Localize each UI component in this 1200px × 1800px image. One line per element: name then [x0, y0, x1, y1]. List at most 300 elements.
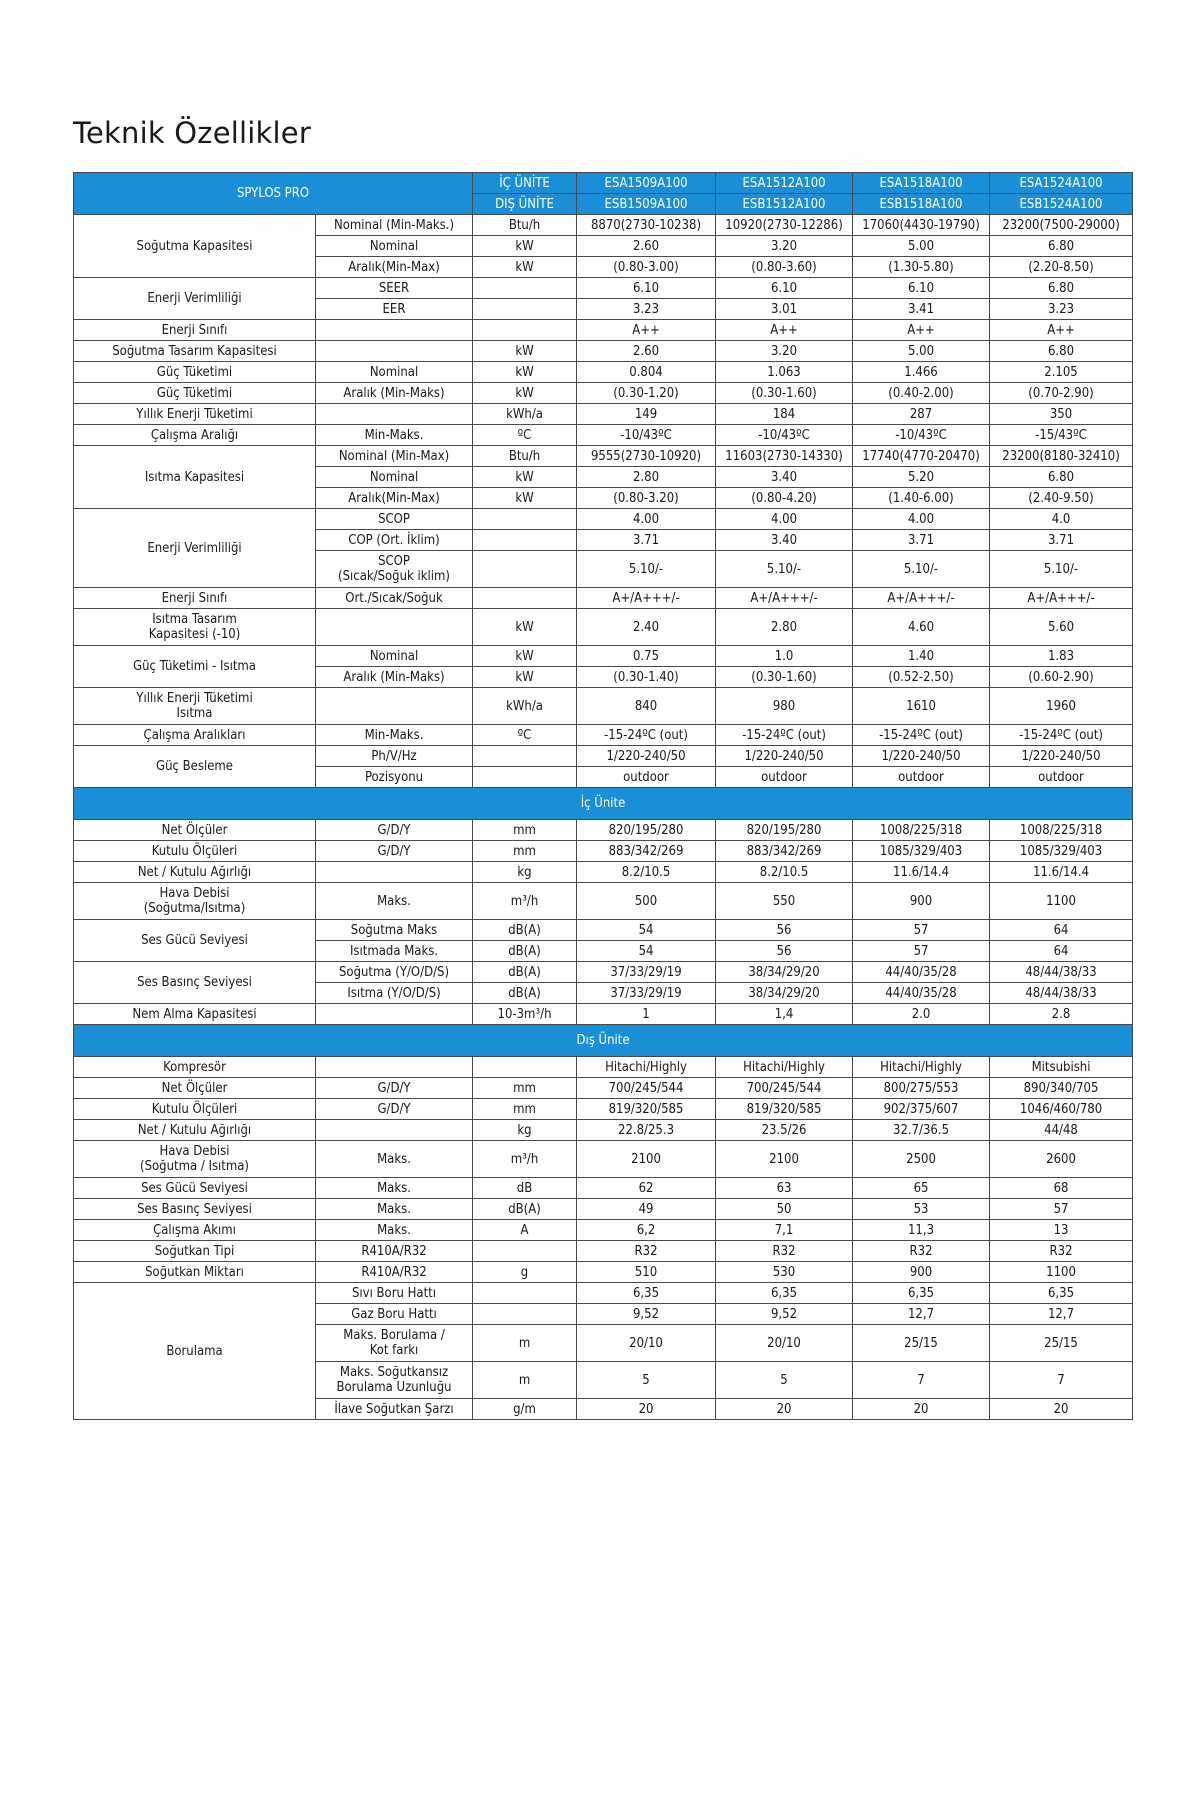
spec-name: Net Ölçüler	[74, 1078, 316, 1099]
spec-value: 3.20	[716, 236, 853, 257]
spec-value: 3.40	[716, 467, 853, 488]
spec-value: 1085/329/403	[990, 841, 1133, 862]
spec-unit: m³/h	[473, 883, 577, 920]
spec-condition: SCOP	[316, 509, 473, 530]
spec-row	[74, 446, 1133, 467]
spec-unit: kWh/a	[473, 404, 577, 425]
spec-value: 54	[577, 920, 716, 941]
spec-condition: Ph/V/Hz	[316, 746, 473, 767]
spec-unit: kWh/a	[473, 688, 577, 725]
spec-unit: mm	[473, 1099, 577, 1120]
outdoor-model: ESB1524A100	[990, 194, 1133, 215]
spec-value: 37/33/29/19	[577, 983, 716, 1004]
spec-value: 23200(7500-29000)	[990, 215, 1133, 236]
spec-value: 20/10	[577, 1325, 716, 1362]
spec-value: 1/220-240/50	[577, 746, 716, 767]
spec-unit: dB(A)	[473, 983, 577, 1004]
spec-value: Hitachi/Highly	[716, 1057, 853, 1078]
spec-value: (0.52-2.50)	[853, 667, 990, 688]
spec-value: 1	[577, 1004, 716, 1025]
spec-value: 1/220-240/50	[990, 746, 1133, 767]
spec-value: 23200(8180-32410)	[990, 446, 1133, 467]
spec-value: 6,35	[853, 1283, 990, 1304]
spec-condition: Maks.	[316, 1178, 473, 1199]
spec-condition	[316, 1057, 473, 1078]
spec-value: 550	[716, 883, 853, 920]
spec-value: 11603(2730-14330)	[716, 446, 853, 467]
spec-value: 17060(4430-19790)	[853, 215, 990, 236]
spec-value: 1.40	[853, 646, 990, 667]
spec-unit: kW	[473, 609, 577, 646]
spec-unit: ºC	[473, 425, 577, 446]
spec-value: 6.80	[990, 341, 1133, 362]
spec-name: Isıtma Tasarım Kapasitesi (-10)	[74, 609, 316, 646]
spec-value: 44/48	[990, 1120, 1133, 1141]
spec-value: R32	[990, 1241, 1133, 1262]
spec-value: (0.30-1.60)	[716, 383, 853, 404]
spec-value: 50	[716, 1199, 853, 1220]
spec-value: 0.804	[577, 362, 716, 383]
spec-condition: Isıtmada Maks.	[316, 941, 473, 962]
spec-condition	[316, 1004, 473, 1025]
spec-value: R32	[716, 1241, 853, 1262]
spec-value: 6.10	[716, 278, 853, 299]
spec-value: 64	[990, 920, 1133, 941]
spec-name: Soğutma Kapasitesi	[74, 215, 316, 278]
spec-unit: dB(A)	[473, 920, 577, 941]
spec-value: 11.6/14.4	[853, 862, 990, 883]
spec-condition	[316, 1120, 473, 1141]
spec-value: 20/10	[716, 1325, 853, 1362]
spec-condition: Soğutma (Y/O/D/S)	[316, 962, 473, 983]
spec-value: -15-24ºC (out)	[716, 725, 853, 746]
indoor-model: ESA1509A100	[577, 173, 716, 194]
page-title: Teknik Özellikler	[73, 116, 311, 150]
spec-table-body	[74, 173, 1133, 1420]
spec-value: 1960	[990, 688, 1133, 725]
spec-unit: dB(A)	[473, 941, 577, 962]
spec-value: 6.10	[853, 278, 990, 299]
spec-row	[74, 362, 1133, 383]
spec-value: (1.30-5.80)	[853, 257, 990, 278]
spec-value: 1008/225/318	[990, 820, 1133, 841]
spec-value: A+/A+++/-	[853, 588, 990, 609]
spec-unit	[473, 1241, 577, 1262]
spec-value: 900	[853, 1262, 990, 1283]
spec-unit: dB	[473, 1178, 577, 1199]
spec-condition: Maks.	[316, 1199, 473, 1220]
spec-value: 57	[990, 1199, 1133, 1220]
spec-name: Hava Debisi (Soğutma / Isıtma)	[74, 1141, 316, 1178]
spec-value: 38/34/29/20	[716, 983, 853, 1004]
spec-name: Çalışma Aralıkları	[74, 725, 316, 746]
spec-name: Net Ölçüler	[74, 820, 316, 841]
section-header-row	[74, 1025, 1133, 1057]
spec-unit	[473, 299, 577, 320]
spec-value: 800/275/553	[853, 1078, 990, 1099]
spec-value: 510	[577, 1262, 716, 1283]
spec-condition: Aralık(Min-Max)	[316, 257, 473, 278]
spec-value: 23.5/26	[716, 1120, 853, 1141]
spec-value: 5.60	[990, 609, 1133, 646]
spec-name: Soğutkan Tipi	[74, 1241, 316, 1262]
spec-value: 13	[990, 1220, 1133, 1241]
spec-unit: A	[473, 1220, 577, 1241]
spec-row	[74, 1004, 1133, 1025]
spec-value: 1046/460/780	[990, 1099, 1133, 1120]
spec-value: 68	[990, 1178, 1133, 1199]
spec-value: 2500	[853, 1141, 990, 1178]
product-name: SPYLOS PRO	[74, 173, 473, 215]
header-row-indoor	[74, 173, 1133, 194]
spec-name: Güç Tüketimi - Isıtma	[74, 646, 316, 688]
spec-name: Soğutkan Miktarı	[74, 1262, 316, 1283]
spec-value: 12,7	[853, 1304, 990, 1325]
spec-value: 3.01	[716, 299, 853, 320]
spec-value: 1,4	[716, 1004, 853, 1025]
spec-condition	[316, 609, 473, 646]
spec-name: Enerji Verimliliği	[74, 509, 316, 588]
spec-value: (0.70-2.90)	[990, 383, 1133, 404]
spec-value: 25/15	[853, 1325, 990, 1362]
spec-value: 2.105	[990, 362, 1133, 383]
spec-value: 4.00	[716, 509, 853, 530]
spec-value: 22.8/25.3	[577, 1120, 716, 1141]
indoor-model: ESA1518A100	[853, 173, 990, 194]
spec-value: 890/340/705	[990, 1078, 1133, 1099]
spec-unit: kW	[473, 362, 577, 383]
section-title: İç Ünite	[74, 788, 1133, 820]
spec-unit: kW	[473, 646, 577, 667]
spec-condition: Nominal	[316, 362, 473, 383]
spec-unit	[473, 1304, 577, 1325]
spec-condition: Maks.	[316, 1220, 473, 1241]
spec-value: 5.20	[853, 467, 990, 488]
spec-name: Güç Tüketimi	[74, 362, 316, 383]
spec-unit	[473, 320, 577, 341]
spec-unit	[473, 509, 577, 530]
spec-unit: g	[473, 1262, 577, 1283]
spec-value: 819/320/585	[716, 1099, 853, 1120]
section-title: Dış Ünite	[74, 1025, 1133, 1057]
spec-name: Ses Gücü Seviyesi	[74, 920, 316, 962]
spec-value: 883/342/269	[716, 841, 853, 862]
spec-value: 3.71	[853, 530, 990, 551]
spec-value: 7,1	[716, 1220, 853, 1241]
spec-value: 700/245/544	[716, 1078, 853, 1099]
spec-value: 1100	[990, 883, 1133, 920]
spec-value: outdoor	[853, 767, 990, 788]
spec-condition	[316, 688, 473, 725]
indoor-unit-label: İÇ ÜNİTE	[473, 173, 577, 194]
spec-value: -10/43ºC	[853, 425, 990, 446]
spec-value: 2.80	[577, 467, 716, 488]
spec-value: 20	[990, 1399, 1133, 1420]
spec-value: 2100	[716, 1141, 853, 1178]
spec-condition: Maks.	[316, 1141, 473, 1178]
outdoor-model: ESB1512A100	[716, 194, 853, 215]
spec-unit	[473, 1057, 577, 1078]
spec-value: 9,52	[577, 1304, 716, 1325]
spec-condition	[316, 320, 473, 341]
spec-name: Çalışma Aralığı	[74, 425, 316, 446]
spec-value: 44/40/35/28	[853, 962, 990, 983]
spec-unit: 10-3m³/h	[473, 1004, 577, 1025]
spec-value: 44/40/35/28	[853, 983, 990, 1004]
spec-value: 700/245/544	[577, 1078, 716, 1099]
spec-condition: COP (Ort. İklim)	[316, 530, 473, 551]
spec-value: 54	[577, 941, 716, 962]
spec-value: 10920(2730-12286)	[716, 215, 853, 236]
indoor-model: ESA1512A100	[716, 173, 853, 194]
spec-value: 17740(4770-20470)	[853, 446, 990, 467]
spec-row	[74, 320, 1133, 341]
spec-unit: ºC	[473, 725, 577, 746]
spec-name: Net / Kutulu Ağırlığı	[74, 862, 316, 883]
spec-value: A++	[990, 320, 1133, 341]
spec-value: 5.10/-	[853, 551, 990, 588]
spec-value: 6.80	[990, 236, 1133, 257]
spec-value: 5.00	[853, 236, 990, 257]
spec-name: Enerji Sınıfı	[74, 320, 316, 341]
outdoor-model: ESB1509A100	[577, 194, 716, 215]
spec-value: 6,2	[577, 1220, 716, 1241]
spec-value: 48/44/38/33	[990, 983, 1133, 1004]
spec-unit: mm	[473, 841, 577, 862]
spec-name: Hava Debisi (Soğutma/Isıtma)	[74, 883, 316, 920]
spec-condition: Sıvı Boru Hattı	[316, 1283, 473, 1304]
spec-value: 149	[577, 404, 716, 425]
spec-value: 900	[853, 883, 990, 920]
spec-name: Yıllık Enerji Tüketimi	[74, 404, 316, 425]
spec-value: 49	[577, 1199, 716, 1220]
spec-value: 53	[853, 1199, 990, 1220]
spec-unit: kW	[473, 341, 577, 362]
spec-value: 4.60	[853, 609, 990, 646]
spec-name: Soğutma Tasarım Kapasitesi	[74, 341, 316, 362]
spec-unit: kg	[473, 862, 577, 883]
spec-value: 1085/329/403	[853, 841, 990, 862]
spec-value: -15-24ºC (out)	[853, 725, 990, 746]
spec-condition: Nominal	[316, 467, 473, 488]
spec-value: outdoor	[716, 767, 853, 788]
spec-value: A++	[853, 320, 990, 341]
spec-value: 37/33/29/19	[577, 962, 716, 983]
spec-value: 20	[716, 1399, 853, 1420]
spec-row	[74, 404, 1133, 425]
spec-condition	[316, 404, 473, 425]
spec-value: 11,3	[853, 1220, 990, 1241]
spec-name: Ses Gücü Seviyesi	[74, 1178, 316, 1199]
spec-unit: kW	[473, 383, 577, 404]
spec-row	[74, 1178, 1133, 1199]
spec-value: 840	[577, 688, 716, 725]
spec-condition: Pozisyonu	[316, 767, 473, 788]
spec-value: 57	[853, 941, 990, 962]
spec-value: 184	[716, 404, 853, 425]
spec-condition: Min-Maks.	[316, 725, 473, 746]
spec-value: 56	[716, 920, 853, 941]
spec-value: 1610	[853, 688, 990, 725]
spec-value: (0.40-2.00)	[853, 383, 990, 404]
spec-value: 4.00	[577, 509, 716, 530]
spec-value: Hitachi/Highly	[853, 1057, 990, 1078]
spec-value: 5	[716, 1362, 853, 1399]
spec-row	[74, 509, 1133, 530]
spec-value: 3.23	[990, 299, 1133, 320]
indoor-model: ESA1524A100	[990, 173, 1133, 194]
spec-row	[74, 1141, 1133, 1178]
spec-unit	[473, 767, 577, 788]
spec-condition: SCOP (Sıcak/Soğuk iklim)	[316, 551, 473, 588]
spec-condition: Nominal (Min-Maks.)	[316, 215, 473, 236]
spec-value: 820/195/280	[716, 820, 853, 841]
spec-value: (0.80-3.20)	[577, 488, 716, 509]
spec-value: 5.10/-	[990, 551, 1133, 588]
spec-value: 25/15	[990, 1325, 1133, 1362]
spec-value: 2.60	[577, 236, 716, 257]
spec-unit: Btu/h	[473, 215, 577, 236]
spec-value: A++	[716, 320, 853, 341]
spec-value: 819/320/585	[577, 1099, 716, 1120]
spec-value: 8.2/10.5	[716, 862, 853, 883]
spec-condition: Maks. Soğutkansız Borulama Uzunluğu	[316, 1362, 473, 1399]
spec-name: Isıtma Kapasitesi	[74, 446, 316, 509]
spec-value: 1/220-240/50	[716, 746, 853, 767]
spec-row	[74, 215, 1133, 236]
spec-value: -15-24ºC (out)	[577, 725, 716, 746]
spec-value: 3.20	[716, 341, 853, 362]
spec-value: -15/43ºC	[990, 425, 1133, 446]
spec-value: 500	[577, 883, 716, 920]
spec-row	[74, 609, 1133, 646]
spec-unit: kW	[473, 488, 577, 509]
spec-value: -10/43ºC	[716, 425, 853, 446]
spec-condition: Gaz Boru Hattı	[316, 1304, 473, 1325]
spec-value: 6,35	[990, 1283, 1133, 1304]
spec-row	[74, 1220, 1133, 1241]
spec-value: 1.063	[716, 362, 853, 383]
spec-unit: dB(A)	[473, 1199, 577, 1220]
spec-condition: EER	[316, 299, 473, 320]
spec-name: Kutulu Ölçüleri	[74, 841, 316, 862]
spec-condition: G/D/Y	[316, 820, 473, 841]
spec-value: 1.0	[716, 646, 853, 667]
spec-name: Kompresör	[74, 1057, 316, 1078]
spec-value: 11.6/14.4	[990, 862, 1133, 883]
spec-row	[74, 425, 1133, 446]
spec-value: 2600	[990, 1141, 1133, 1178]
spec-value: 1.466	[853, 362, 990, 383]
spec-value: 64	[990, 941, 1133, 962]
spec-value: 1.83	[990, 646, 1133, 667]
spec-value: 62	[577, 1178, 716, 1199]
spec-value: (0.80-3.60)	[716, 257, 853, 278]
spec-unit	[473, 1283, 577, 1304]
spec-condition: Nominal	[316, 646, 473, 667]
spec-condition: Aralık (Min-Maks)	[316, 383, 473, 404]
spec-value: 65	[853, 1178, 990, 1199]
spec-name: Enerji Sınıfı	[74, 588, 316, 609]
spec-value: (0.80-3.00)	[577, 257, 716, 278]
outdoor-unit-label: DIŞ ÜNİTE	[473, 194, 577, 215]
spec-value: Mitsubishi	[990, 1057, 1133, 1078]
spec-value: 48/44/38/33	[990, 962, 1133, 983]
spec-name: Borulama	[74, 1283, 316, 1420]
spec-unit: m	[473, 1325, 577, 1362]
spec-value: 1/220-240/50	[853, 746, 990, 767]
spec-condition: Isıtma (Y/O/D/S)	[316, 983, 473, 1004]
spec-condition: G/D/Y	[316, 1078, 473, 1099]
spec-unit: m	[473, 1362, 577, 1399]
spec-row	[74, 1199, 1133, 1220]
spec-name: Net / Kutulu Ağırlığı	[74, 1120, 316, 1141]
spec-value: 63	[716, 1178, 853, 1199]
spec-value: (1.40-6.00)	[853, 488, 990, 509]
spec-unit: kW	[473, 257, 577, 278]
spec-value: 7	[853, 1362, 990, 1399]
spec-value: 20	[577, 1399, 716, 1420]
spec-value: A+/A+++/-	[990, 588, 1133, 609]
spec-name: Enerji Verimliliği	[74, 278, 316, 320]
spec-unit: mm	[473, 820, 577, 841]
spec-value: 6.10	[577, 278, 716, 299]
spec-value: (0.30-1.20)	[577, 383, 716, 404]
spec-value: R32	[577, 1241, 716, 1262]
spec-condition: Ort./Sıcak/Soğuk	[316, 588, 473, 609]
spec-unit	[473, 278, 577, 299]
spec-value: 3.41	[853, 299, 990, 320]
spec-value: Hitachi/Highly	[577, 1057, 716, 1078]
spec-value: A++	[577, 320, 716, 341]
spec-unit: m³/h	[473, 1141, 577, 1178]
spec-condition: Aralık (Min-Maks)	[316, 667, 473, 688]
spec-row	[74, 820, 1133, 841]
spec-value: 1100	[990, 1262, 1133, 1283]
spec-row	[74, 1120, 1133, 1141]
spec-condition: SEER	[316, 278, 473, 299]
spec-row	[74, 588, 1133, 609]
spec-value: 9555(2730-10920)	[577, 446, 716, 467]
spec-condition: İlave Soğutkan Şarzı	[316, 1399, 473, 1420]
spec-value: 32.7/36.5	[853, 1120, 990, 1141]
spec-row	[74, 841, 1133, 862]
spec-unit	[473, 746, 577, 767]
section-header-row	[74, 788, 1133, 820]
spec-value: 6.80	[990, 467, 1133, 488]
spec-row	[74, 962, 1133, 983]
outdoor-model: ESB1518A100	[853, 194, 990, 215]
spec-row	[74, 746, 1133, 767]
spec-value: 883/342/269	[577, 841, 716, 862]
spec-value: 8.2/10.5	[577, 862, 716, 883]
spec-row	[74, 862, 1133, 883]
spec-unit: kg	[473, 1120, 577, 1141]
spec-condition: R410A/R32	[316, 1241, 473, 1262]
spec-unit: kW	[473, 236, 577, 257]
spec-value: 820/195/280	[577, 820, 716, 841]
spec-value: outdoor	[990, 767, 1133, 788]
spec-unit	[473, 588, 577, 609]
spec-unit: dB(A)	[473, 962, 577, 983]
spec-value: 2.60	[577, 341, 716, 362]
spec-value: 350	[990, 404, 1133, 425]
spec-value: 8870(2730-10238)	[577, 215, 716, 236]
spec-value: A+/A+++/-	[577, 588, 716, 609]
spec-condition: Aralık(Min-Max)	[316, 488, 473, 509]
spec-row	[74, 1078, 1133, 1099]
spec-value: 12,7	[990, 1304, 1133, 1325]
